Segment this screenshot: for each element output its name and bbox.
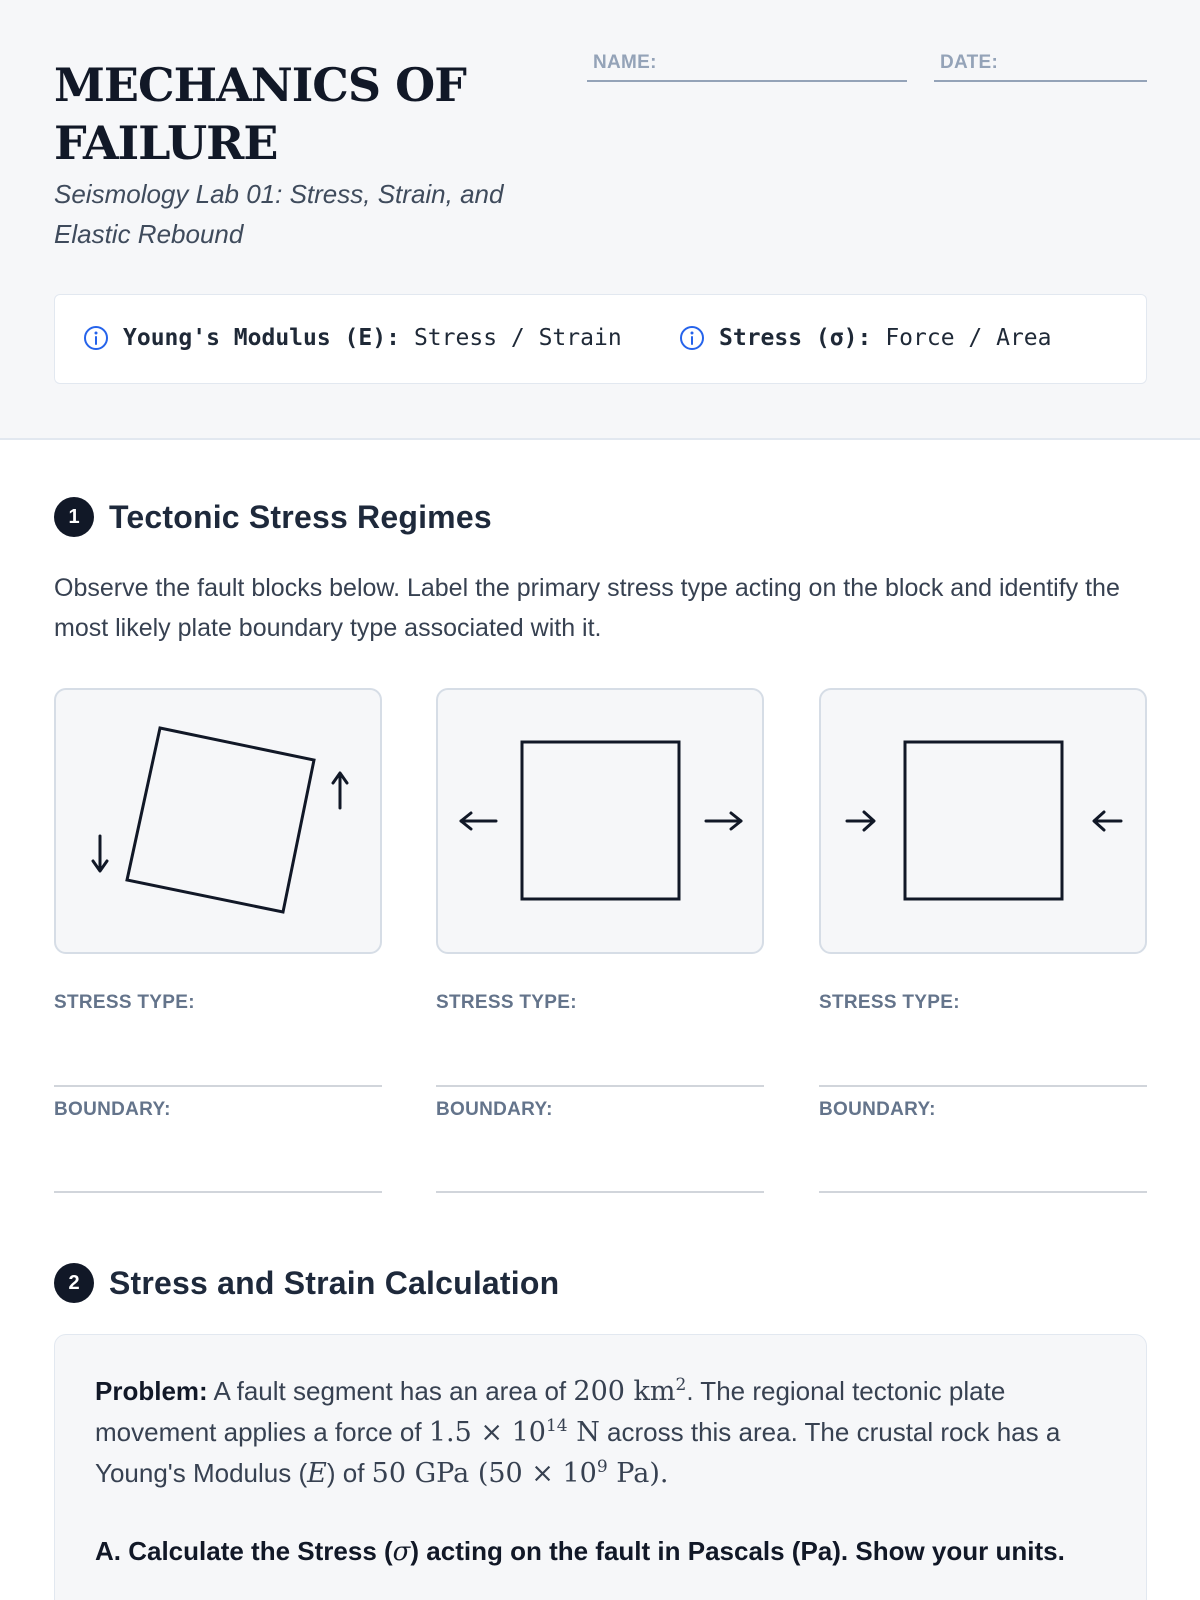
compression-block-illustration — [821, 690, 1149, 956]
boundary-answer-line[interactable] — [819, 1191, 1147, 1193]
force-value: $1.5 \times 10^{14}$ N — [428, 1416, 600, 1448]
problem-card — [54, 1334, 1147, 1600]
problem-label: Problem: — [95, 1376, 208, 1406]
date-field[interactable] — [934, 52, 1147, 82]
formula-label: Young's Modulus (E): — [123, 325, 400, 351]
boundary-label: BOUNDARY: — [819, 1099, 936, 1120]
formula-value: Force / Area — [885, 325, 1052, 351]
stress-type-label: STRESS TYPE: — [436, 992, 577, 1013]
boundary-answer-line[interactable] — [54, 1191, 382, 1193]
info-icon — [679, 325, 705, 351]
section-number-badge: 1 — [54, 497, 94, 537]
section-2-heading — [54, 1263, 559, 1303]
formula-reference-box — [54, 294, 1147, 384]
stress-type-answer-line[interactable] — [436, 1085, 764, 1087]
stress-type-answer-line[interactable] — [819, 1085, 1147, 1087]
section-title: Stress and Strain Calculation — [109, 1264, 560, 1301]
question-text-part: A. Calculate the Stress ( — [95, 1536, 393, 1566]
formula-stress — [679, 325, 1052, 351]
sigma-symbol: σ — [392, 1537, 411, 1567]
tension-stress-diagram — [436, 688, 764, 954]
formula-label: Stress (σ): — [719, 325, 872, 351]
formula-youngs-modulus — [83, 325, 622, 351]
problem-text-part: across this area. The crustal rock has a Young's Modulus ( — [95, 1417, 1061, 1488]
question-text-part: ) acting on the fault in Pascals (Pa). Show your units. — [410, 1536, 1065, 1566]
stress-type-answer-line[interactable] — [54, 1085, 382, 1087]
page-title: MECHANICS OF FAILURE — [54, 58, 466, 170]
boundary-answer-line[interactable] — [436, 1191, 764, 1193]
boundary-label: BOUNDARY: — [436, 1099, 553, 1120]
name-field[interactable] — [587, 52, 907, 82]
section-1-heading — [54, 497, 492, 537]
compression-stress-diagram — [819, 688, 1147, 954]
modulus-value: 50 GPa ($50 \times 10^9$ Pa). — [371, 1457, 669, 1489]
question-a — [95, 1531, 1105, 1572]
section-1-instructions: Observe the fault blocks below. Label the primary stress type acting on the block and identify the most likely plate boundary type associated with it. — [54, 574, 1120, 642]
info-icon — [83, 325, 109, 351]
problem-statement — [95, 1371, 1105, 1494]
problem-text-part: ) of — [326, 1458, 365, 1488]
section-number-badge: 2 — [54, 1263, 94, 1303]
modulus-symbol: E — [307, 1458, 327, 1489]
formula-value: Stress / Strain — [413, 325, 622, 351]
stress-type-label: STRESS TYPE: — [54, 992, 195, 1013]
shear-block-illustration — [56, 690, 384, 956]
stress-type-label: STRESS TYPE: — [819, 992, 960, 1013]
name-label: NAME: — [593, 52, 657, 73]
problem-text-part: A fault segment has an area of — [213, 1376, 567, 1406]
page-subtitle: Seismology Lab 01: Stress, Strain, and Elastic Rebound — [54, 179, 504, 249]
section-title: Tectonic Stress Regimes — [109, 498, 492, 535]
shear-stress-diagram — [54, 688, 382, 954]
tension-block-illustration — [438, 690, 766, 956]
area-value: 200 $km^2$ — [573, 1375, 687, 1407]
boundary-label: BOUNDARY: — [54, 1099, 171, 1120]
worksheet-header — [0, 0, 1200, 440]
date-label: DATE: — [940, 52, 999, 73]
problem-text-part: . The regional tectonic plate movement applies a force of — [95, 1376, 1006, 1447]
